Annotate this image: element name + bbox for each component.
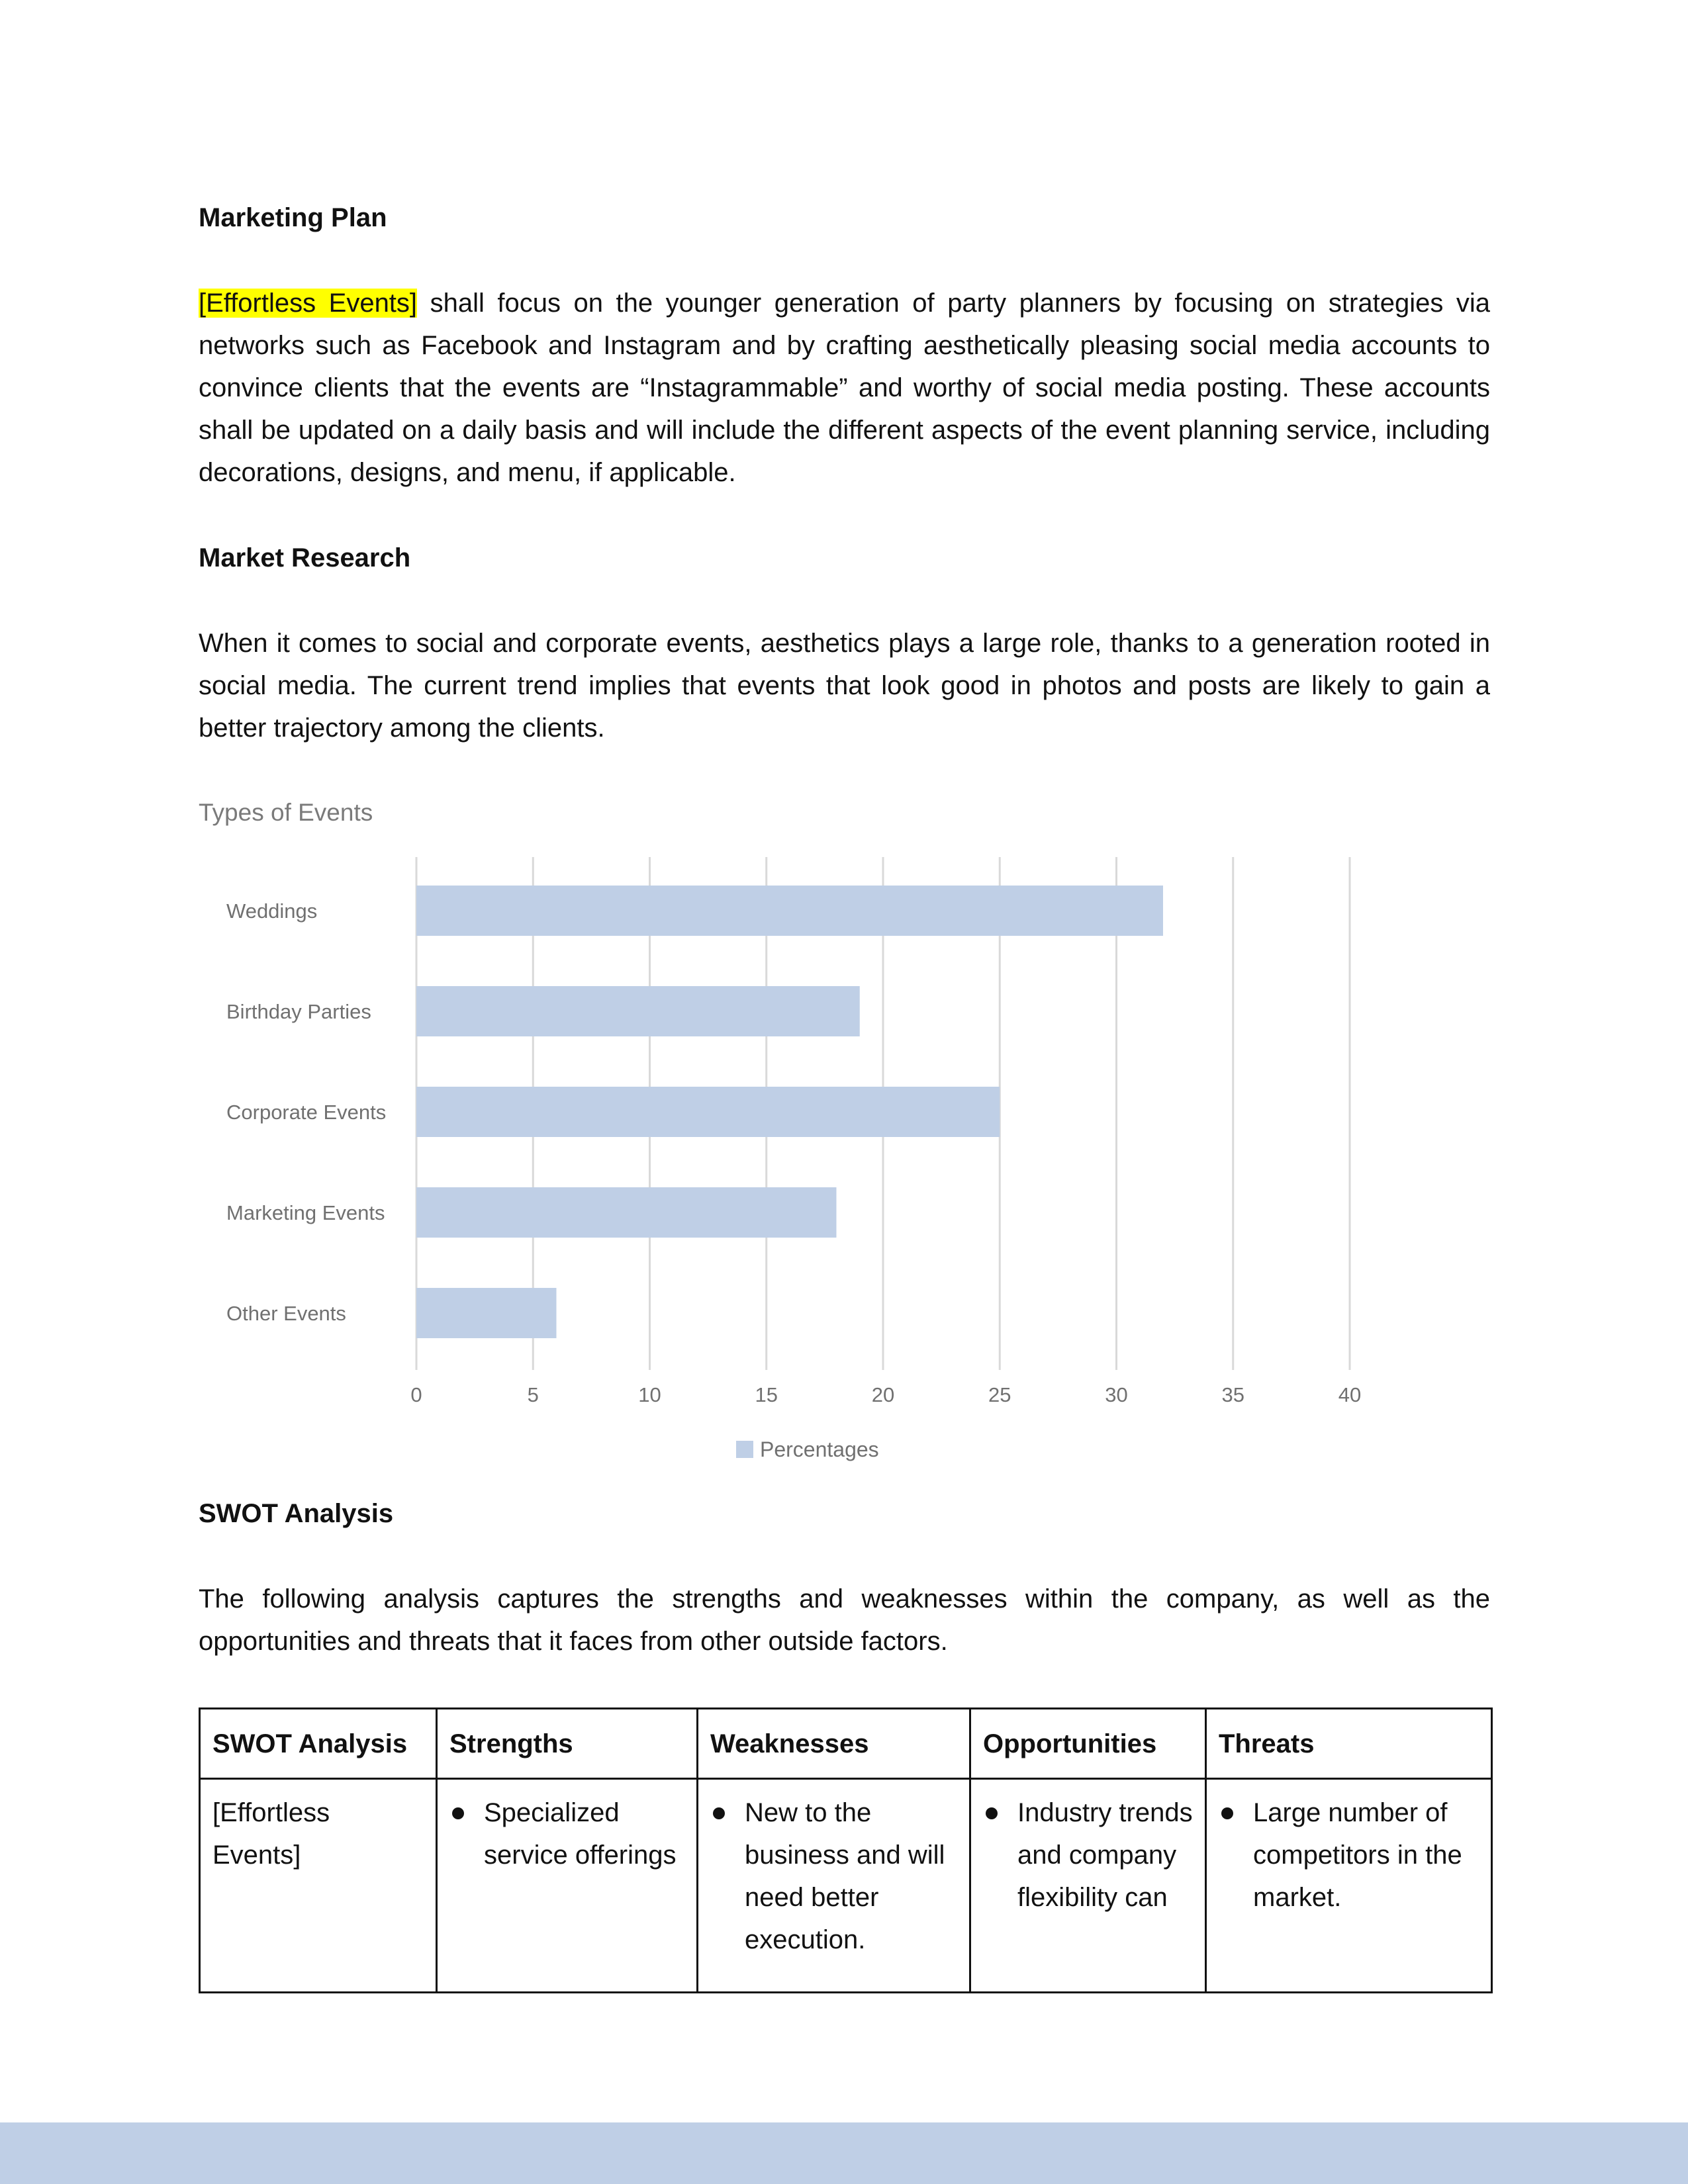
category-label: Birthday Parties bbox=[226, 1000, 371, 1023]
chart-title: Types of Events bbox=[199, 799, 373, 826]
swot-company-cell: [Effortless Events] bbox=[200, 1779, 437, 1993]
x-tick-label: 20 bbox=[871, 1383, 895, 1406]
strength-item: Specialized service offerings bbox=[449, 1792, 684, 1876]
market-research-paragraph: When it comes to social and corporate events, aesthetics plays a large role, thanks to a generation rooted in social media. The current trend implies that events that look good in photos and posts are likely to gain a better trajectory among the clients. bbox=[199, 629, 1490, 743]
x-tick-label: 0 bbox=[410, 1383, 422, 1406]
swot-intro-paragraph: The following analysis captures the strengths and weaknesses within the company, as well as the opportunities and threats that it faces from other outside factors. bbox=[199, 1584, 1490, 1656]
swot-threats-cell bbox=[1206, 1779, 1492, 1993]
swot-header-analysis: SWOT Analysis bbox=[200, 1709, 437, 1779]
marketing-plan-paragraph bbox=[199, 282, 1490, 494]
swot-strengths-cell bbox=[437, 1779, 698, 1993]
types-of-events-chart bbox=[199, 841, 1490, 1476]
company-name-highlight: [Effortless Events] bbox=[199, 289, 418, 318]
weakness-item: New to the business and will need better execution. bbox=[710, 1792, 957, 1961]
market-research-heading: Market Research bbox=[199, 543, 411, 572]
bar bbox=[416, 1288, 557, 1338]
category-label: Weddings bbox=[226, 899, 318, 923]
x-tick-label: 15 bbox=[755, 1383, 778, 1406]
x-tick-label: 25 bbox=[988, 1383, 1011, 1406]
bar bbox=[416, 1187, 837, 1238]
bar bbox=[416, 886, 1163, 936]
marketing-plan-body: shall focus on the younger generation of party planners by focusing on strategies via networks such as Facebook and Instagram and by crafting aesthetically pleasing social media accounts to convince clients that the events are “Instagrammable” and worthy of social media posting. These accounts shall be updated on a daily basis and will include the different aspects of the event planning service, including decorations, designs, and menu, if applicable. bbox=[199, 289, 1490, 487]
swot-heading: SWOT Analysis bbox=[199, 1499, 394, 1528]
swot-header-threats: Threats bbox=[1206, 1709, 1492, 1779]
swot-header-opportunities: Opportunities bbox=[970, 1709, 1206, 1779]
bar bbox=[416, 1087, 1000, 1137]
category-label: Other Events bbox=[226, 1302, 346, 1325]
category-label: Corporate Events bbox=[226, 1101, 387, 1124]
chart-legend bbox=[736, 1435, 879, 1463]
legend-swatch bbox=[736, 1441, 753, 1458]
swot-body-row bbox=[200, 1779, 1492, 1993]
bar bbox=[416, 986, 860, 1036]
swot-header-strengths: Strengths bbox=[437, 1709, 698, 1779]
x-tick-label: 5 bbox=[527, 1383, 539, 1406]
x-tick-label: 35 bbox=[1221, 1383, 1244, 1406]
swot-header-weaknesses: Weaknesses bbox=[698, 1709, 970, 1779]
marketing-plan-heading: Marketing Plan bbox=[199, 203, 387, 232]
swot-weaknesses-cell bbox=[698, 1779, 970, 1993]
x-tick-label: 40 bbox=[1338, 1383, 1362, 1406]
threat-item: Large number of competitors in the market. bbox=[1219, 1792, 1479, 1919]
swot-opportunities-cell bbox=[970, 1779, 1206, 1993]
x-tick-label: 10 bbox=[638, 1383, 661, 1406]
swot-header-row bbox=[200, 1709, 1492, 1779]
legend-label: Percentages bbox=[760, 1437, 879, 1461]
x-tick-label: 30 bbox=[1105, 1383, 1128, 1406]
footer-band bbox=[0, 2122, 1688, 2184]
opportunity-item: Industry trends and company flexibility can bbox=[983, 1792, 1193, 1919]
category-label: Marketing Events bbox=[226, 1201, 385, 1224]
swot-table bbox=[199, 1707, 1493, 1993]
